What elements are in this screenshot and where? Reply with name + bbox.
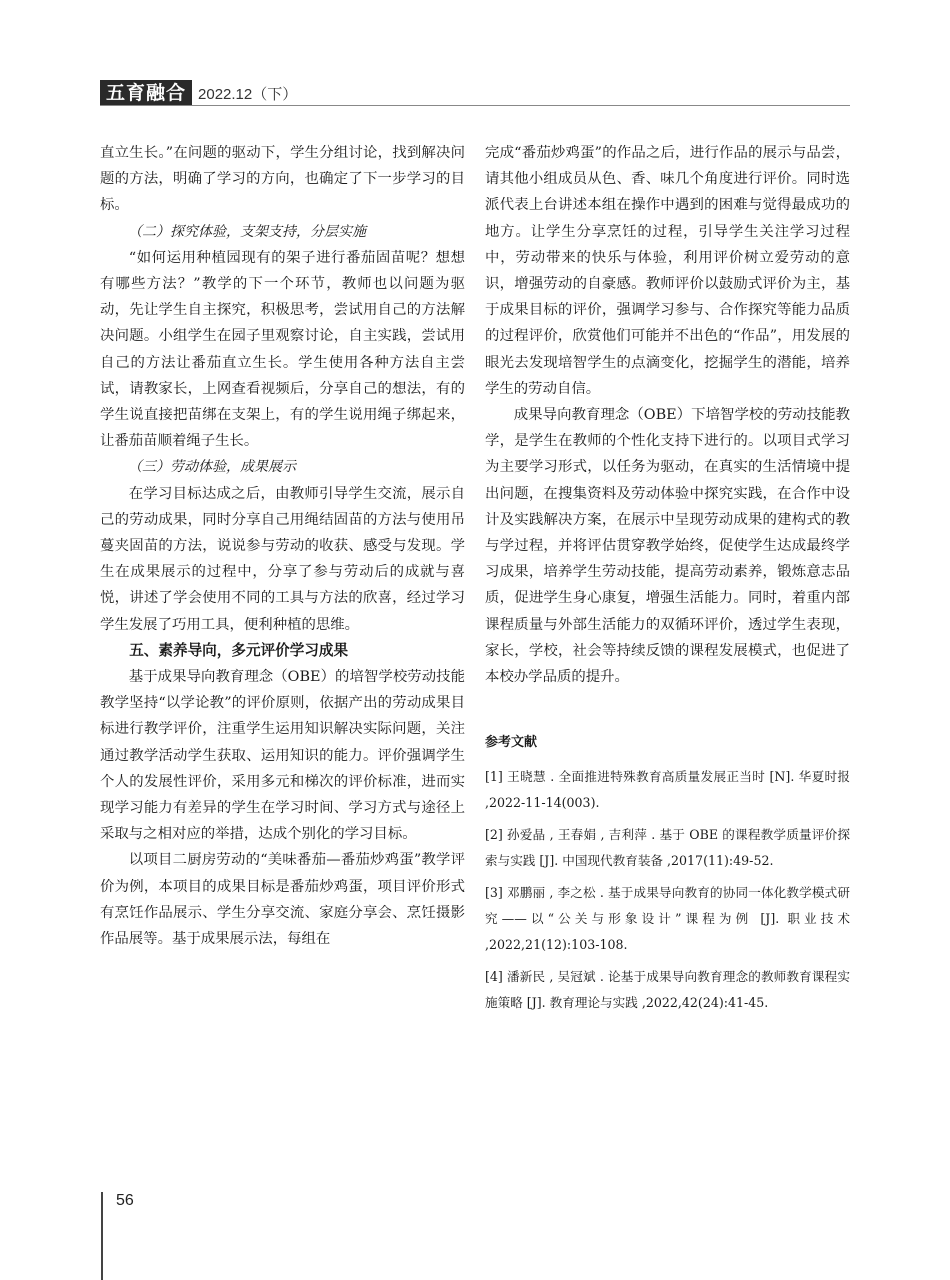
footer-rule — [101, 1192, 103, 1280]
reference-item: [1] 王晓慧 . 全面推进特殊教育高质量发展正当时 [N]. 华夏时报 ,2022-11-14(003). — [485, 769, 850, 811]
page-number: 56 — [116, 1192, 134, 1209]
paragraph: 完成“番茄炒鸡蛋”的作品之后，进行作品的展示与品尝，请其他小组成员从色、香、味几个角度进行评价。同时选派代表上台讲述本组在操作中遇到的困难与觉得最成功的地方。让学生分享烹饪的过程，引导学生关注学习过程中，劳动带来的快乐与体验，利用评价树立爱劳动的意识，增强劳动的自豪感。教师评价以鼓励式评价为主，基于成果目标的评价，强调学习参与、合作探究等能力品质的过程评价，欣赏他们可能并不出色的“作品”，用发展的眼光去发现培智学生的点滴变化，挖掘学生的潜能，培养学生的劳动自信。 — [485, 145, 850, 397]
references-title: 参考文献 — [485, 735, 538, 751]
paragraph: 成果导向教育理念（OBE）下培智学校的劳动技能教学，是学生在教师的个性化支持下进行的。以项目式学习为主要学习形式，以任务为驱动，在真实的生活情境中提出问题，在搜集资料及劳动体验中探究实践，在合作中设计及实践解决方案，在展示中呈现劳动成果的建构式的教与学过程，并将评估贯穿教学始终，促使学生达成最终学习成果，培养学生劳动技能，提高劳动素养，锻炼意志品质，促进学生身心康复，增强生活能力。同时，着重内部课程质量与外部生活能力的双循环评价，透过学生表现，家长，学校，社会等持续反馈的课程发展模式，也促进了本校办学品质的提升。 — [485, 407, 850, 686]
running-header — [100, 80, 297, 106]
reference-item: [2] 孙爱晶 , 王春娟 , 吉利萍 . 基于 OBE 的课程教学质量评价探索与实践 [J]. 中国现代教育装备 ,2017(11):49-52. — [485, 827, 850, 869]
references — [485, 730, 850, 1016]
left-column — [100, 140, 465, 952]
reference-item: [4] 潘新民 , 吴冠斌 . 论基于成果导向教育理念的教师教育课程实施策略 [J]. 教育理论与实践 ,2022,42(24):41-45. — [485, 969, 850, 1011]
paragraph: 基于成果导向教育理念（OBE）的培智学校劳动技能教学坚持“以学论教”的评价原则，依据产出的劳动成果目标进行教学评价，注重学生运用知识解决实际问题，关注通过教学活动学生获取、运用知识的能力。评价强调学生个人的发展性评价，采用多元和梯次的评价标准，进而实现学习能力有差异的学生在学习时间、学习方式与途径上采取与之相对应的举措，达成个别化的学习目标。 — [100, 669, 465, 843]
journal-brand: 五育融合 — [100, 80, 192, 106]
section-heading: 五、素养导向，多元评价学习成果 — [129, 641, 349, 659]
header-rule — [100, 105, 850, 106]
right-column — [485, 140, 850, 1022]
issue-date: 2022.12（下） — [198, 85, 298, 103]
subheading: （三）劳动体验，成果展示 — [128, 459, 296, 476]
paragraph: 在学习目标达成之后，由教师引导学生交流，展示自己的劳动成果，同时分享自己用绳结固苗的方法与使用吊蔓夹固苗的方法，说说参与劳动的收获、感受与发现。学生在成果展示的过程中，分享了参与劳动后的成就与喜悦，讲述了学会使用不同的工具与方法的欣喜，经过学习学生发展了巧用工具，便利种植的思维。 — [100, 485, 465, 633]
subheading: （二）探究体验，支架支持，分层实施 — [128, 223, 366, 240]
paragraph: “如何运用种植园现有的架子进行番茄固苗呢？想想有哪些方法？”教学的下一个环节，教师也以问题为驱动，先让学生自主探究，积极思考，尝试用自己的方法解决问题。小组学生在园子里观察讨论，自主实践，尝试用自己的方法让番茄直立生长。学生使用各种方法自主尝试，请教家长，上网查看视频后，分享自己的想法，有的学生说直接把苗绑在支架上，有的学生说用绳子绑起来，让番茄苗顺着绳子生长。 — [100, 249, 465, 450]
paragraph: 直立生长。”在问题的驱动下，学生分组讨论，找到解决问题的方法，明确了学习的方向，也确定了下一步学习的目标。 — [100, 145, 465, 214]
reference-item: [3] 邓鹏丽 , 李之松 . 基于成果导向教育的协同一体化教学模式研究——以“公关与形象设计”课程为例 [J]. 职业技术 ,2022,21(12):103-108. — [485, 885, 850, 953]
paragraph: 以项目二厨房劳动的“美味番茄—番茄炒鸡蛋”教学评价为例，本项目的成果目标是番茄炒鸡蛋，项目评价形式有烹饪作品展示、学生分享交流、家庭分享会、烹饪摄影作品展等。基于成果展示法，每组在 — [100, 852, 465, 948]
